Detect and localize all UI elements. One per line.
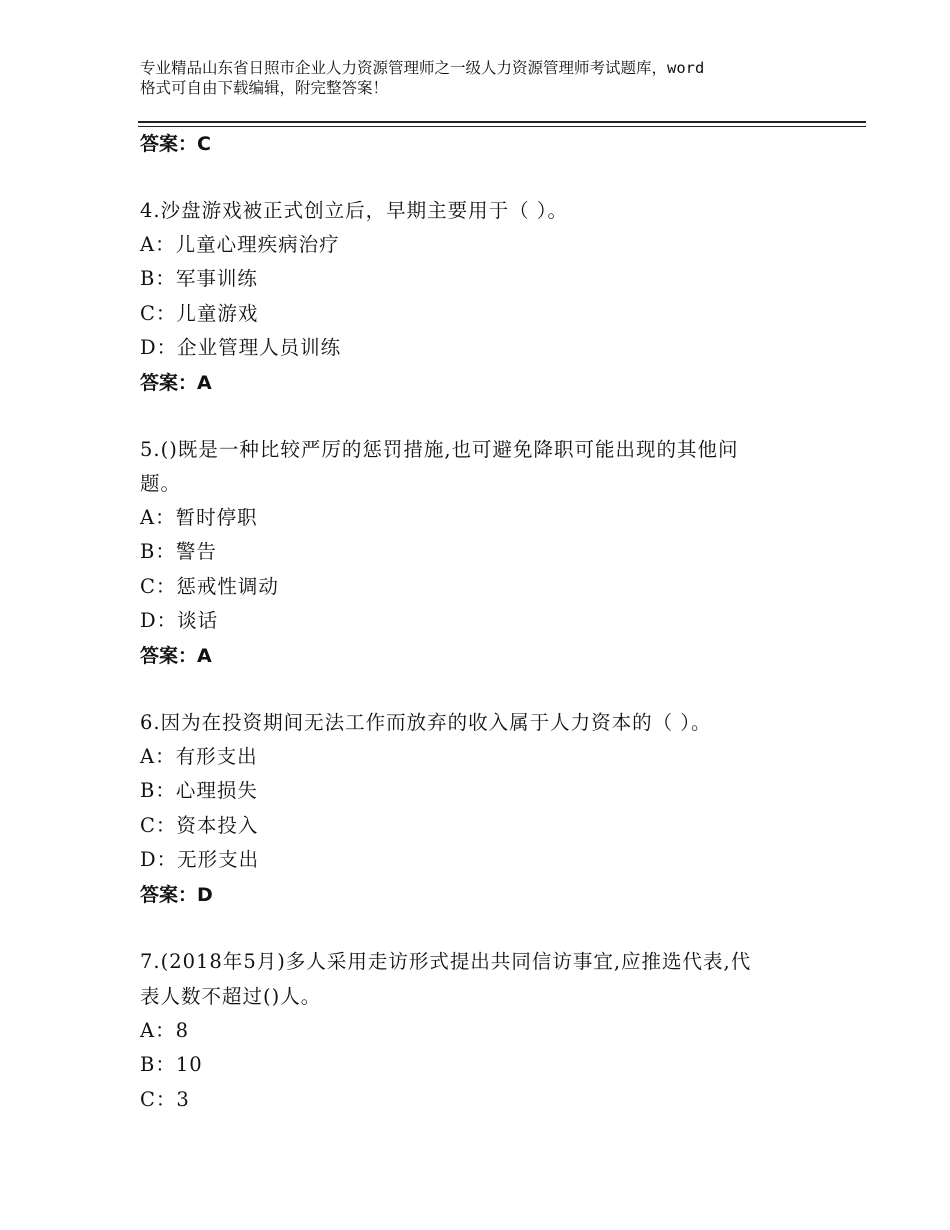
q6-stem: 6.因为在投资期间无法工作而放弃的收入属于人力资本的（ ）。 <box>140 711 712 734</box>
header-rule-thick <box>138 121 866 123</box>
q5-option-b: B：警告 <box>140 540 217 563</box>
q6-option-b: B：心理损失 <box>140 779 258 802</box>
page-header <box>140 58 840 98</box>
q6-answer: 答案：D <box>140 884 213 906</box>
q4-option-c: C：儿童游戏 <box>140 302 259 325</box>
q4-answer: 答案：A <box>140 372 212 394</box>
q4-stem: 4.沙盘游戏被正式创立后，早期主要用于（ ）。 <box>140 199 569 222</box>
q7-stem-line-2: 表人数不超过()人。 <box>140 985 322 1008</box>
q5-option-c: C：惩戒性调动 <box>140 575 279 598</box>
q7-option-a: A：8 <box>140 1019 189 1042</box>
q5-stem-line-2: 题。 <box>140 472 182 495</box>
header-line-1: 专业精品山东省日照市企业人力资源管理师之一级人力资源管理师考试题库，word <box>140 59 705 77</box>
q5-option-a: A：暂时停职 <box>140 506 258 529</box>
previous-answer: 答案：C <box>140 133 211 155</box>
q6-option-d: D：无形支出 <box>140 848 260 871</box>
q4-option-b: B：军事训练 <box>140 267 258 290</box>
header-line-2: 格式可自由下载编辑，附完整答案！ <box>140 79 389 97</box>
header-rule-thin <box>138 126 866 127</box>
q7-option-c: C：3 <box>140 1088 190 1111</box>
q6-option-c: C：资本投入 <box>140 814 259 837</box>
q7-stem-line-1: 7.(2018年5月)多人采用走访形式提出共同信访事宜,应推选代表,代 <box>140 950 752 973</box>
q4-option-d: D：企业管理人员训练 <box>140 336 342 359</box>
q4-option-a: A：儿童心理疾病治疗 <box>140 233 340 256</box>
q5-option-d: D：谈话 <box>140 609 219 632</box>
q5-stem-line-1: 5.()既是一种比较严厉的惩罚措施,也可避免降职可能出现的其他问 <box>140 438 739 461</box>
q5-answer: 答案：A <box>140 645 212 667</box>
q7-option-b: B：10 <box>140 1053 203 1076</box>
q6-option-a: A：有形支出 <box>140 745 258 768</box>
